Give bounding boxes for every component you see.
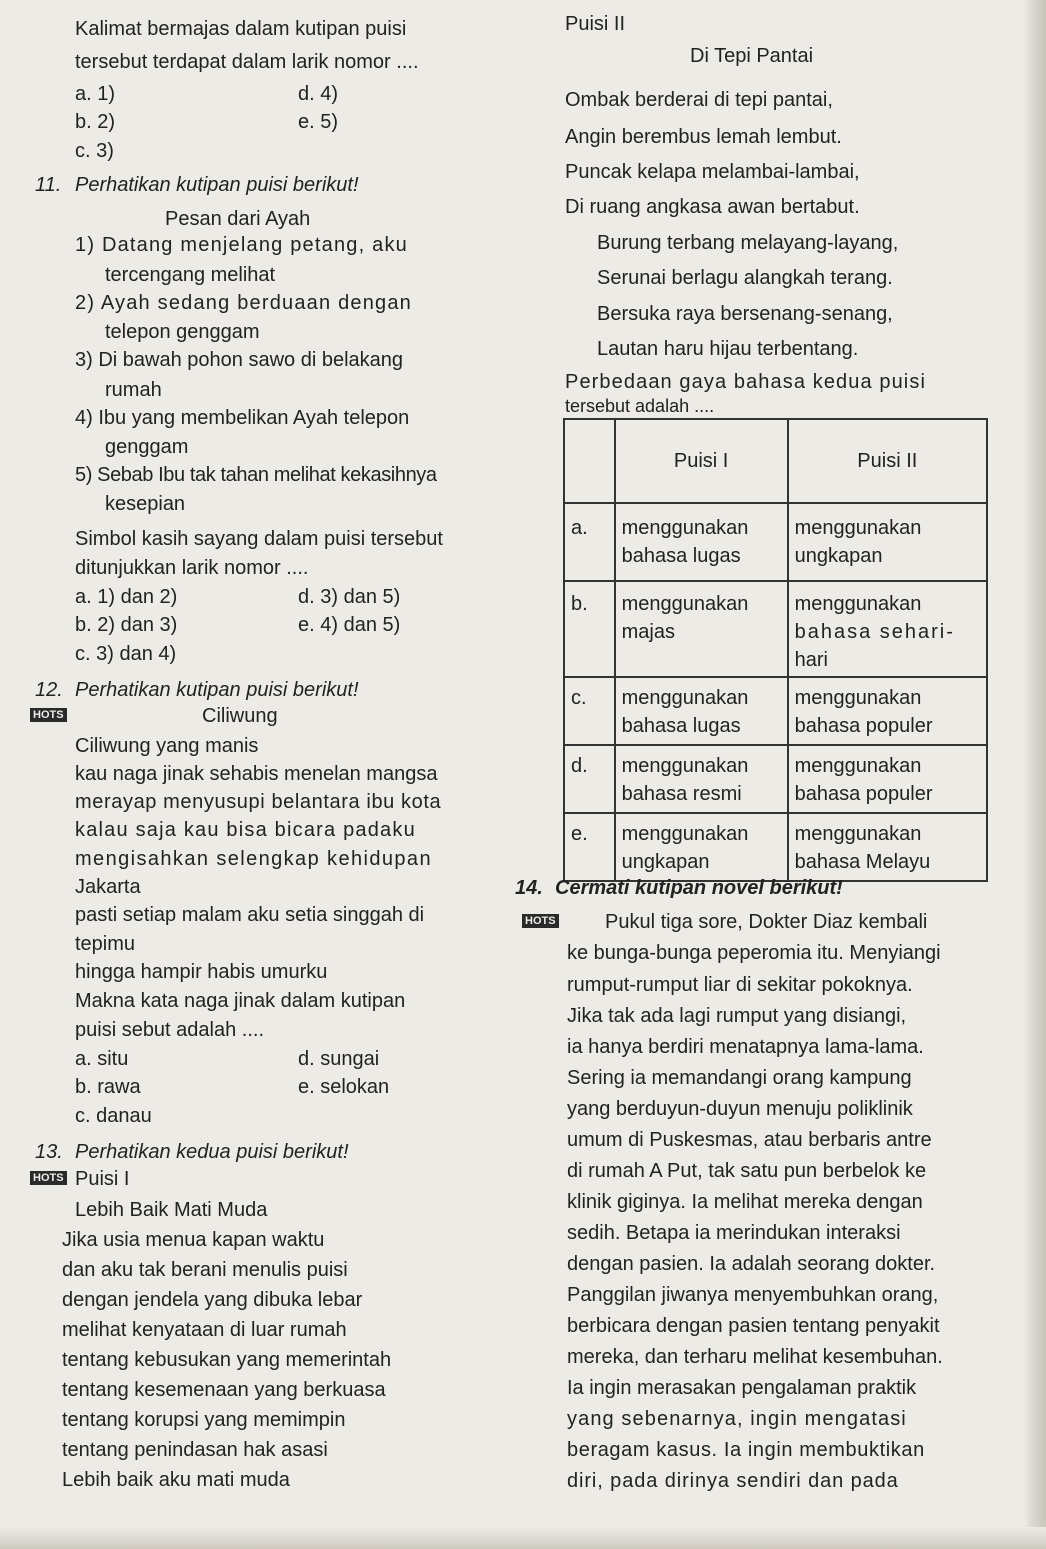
poem-line: merayap menyusupi belantara ibu kota — [75, 791, 442, 813]
paragraph-line: klinik giginya. Ia melihat mereka dengan — [567, 1191, 923, 1213]
question-number: 14. — [515, 877, 543, 899]
poem-line: rumah — [105, 379, 162, 401]
page-edge-shadow — [1024, 0, 1046, 1549]
option-c[interactable]: c. 3) — [75, 140, 114, 162]
poem-line: Puncak kelapa melambai-lambai, — [565, 161, 860, 183]
poem-line: tentang kebusukan yang memerintah — [62, 1349, 392, 1371]
poem-line: dengan jendela yang dibuka lebar — [62, 1289, 363, 1311]
paragraph-line: yang berduyun-duyun menuju poliklinik — [567, 1098, 913, 1120]
paragraph-line: diri, pada dirinya sendiri dan pada — [567, 1470, 899, 1492]
row-letter: b. — [564, 581, 615, 677]
poem-line: Jika usia menua kapan waktu — [62, 1229, 325, 1251]
table-header-row — [564, 419, 987, 503]
poem-line: kalau saja kau bisa bicara padaku — [75, 819, 416, 841]
poem-line: Serunai berlagu alangkah terang. — [597, 267, 893, 289]
poem-line: 2) Ayah sedang berduaan dengan — [75, 292, 413, 314]
poem-line: 1) Datang menjelang petang, aku — [75, 234, 408, 256]
question-instruction: Perhatikan kutipan puisi berikut! — [75, 679, 359, 701]
poem-line: Jakarta — [75, 876, 141, 898]
question-instruction: Perhatikan kedua puisi berikut! — [75, 1141, 349, 1163]
paragraph-line: beragam kasus. Ia ingin membuktikan — [567, 1439, 925, 1461]
row-letter: c. — [564, 677, 615, 745]
question-stem: Simbol kasih sayang dalam puisi tersebut — [75, 528, 443, 550]
row-puisi-2: menggunakan bahasa populer — [788, 745, 987, 813]
row-letter: d. — [564, 745, 615, 813]
paragraph-line: dengan pasien. Ia adalah seorang dokter. — [567, 1253, 936, 1275]
option-d[interactable]: d. 4) — [298, 83, 339, 105]
option-a[interactable]: a. 1) — [75, 83, 116, 105]
table-row[interactable] — [564, 745, 987, 813]
poem-line: pasti setiap malam aku setia singgah di — [75, 904, 425, 926]
paragraph-line: ia hanya berdiri menatapnya lama-lama. — [567, 1036, 924, 1058]
poem-line: 4) Ibu yang membelikan Ayah telepon — [75, 407, 410, 429]
poem-line: Lautan haru hijau terbentang. — [597, 338, 859, 360]
option-a[interactable]: a. situ — [75, 1048, 129, 1070]
row-puisi-1: menggunakan bahasa lugas — [615, 503, 788, 581]
question-stem: puisi sebut adalah .... — [75, 1019, 265, 1041]
poem-line: Burung terbang melayang-layang, — [597, 232, 899, 254]
paragraph-line: yang sebenarnya, ingin mengatasi — [567, 1408, 907, 1430]
row-puisi-1: menggunakan bahasa resmi — [615, 745, 788, 813]
paragraph-line: di rumah A Put, tak satu pun berbelok ke — [567, 1160, 927, 1182]
paragraph-line: mereka, dan terharu melihat kesembuhan. — [567, 1346, 943, 1368]
paragraph-line: berbicara dengan pasien tentang penyakit — [567, 1315, 940, 1337]
paragraph-line: ke bunga-bunga peperomia itu. Menyiangi — [567, 942, 941, 964]
question-instruction: Cermati kutipan novel berikut! — [555, 877, 843, 899]
table-header-blank — [564, 419, 615, 503]
question-stem: tersebut terdapat dalam larik nomor .... — [75, 51, 419, 73]
question-number: 12. — [35, 679, 63, 701]
poem-line: tentang korupsi yang memimpin — [62, 1409, 346, 1431]
paragraph-line: Pukul tiga sore, Dokter Diaz kembali — [605, 911, 928, 933]
poem-title: Lebih Baik Mati Muda — [75, 1199, 268, 1221]
poem-line: Di ruang angkasa awan bertabut. — [565, 196, 860, 218]
poem-line: tentang kesemenaan yang berkuasa — [62, 1379, 386, 1401]
paragraph-line: rumput-rumput liar di sekitar pokoknya. — [567, 974, 913, 996]
poem-title: Di Tepi Pantai — [690, 45, 814, 67]
poem-label: Puisi II — [565, 13, 626, 35]
table-header-puisi-1: Puisi I — [615, 419, 788, 503]
poem-line: genggam — [105, 436, 189, 458]
poem-line: Bersuka raya bersenang-senang, — [597, 303, 893, 325]
question-number: 13. — [35, 1141, 63, 1163]
option-e[interactable]: e. 5) — [298, 111, 339, 133]
option-c[interactable]: c. 3) dan 4) — [75, 643, 177, 665]
hots-badge: HOTS — [30, 1171, 67, 1185]
poem-line: tercengang melihat — [105, 264, 276, 286]
paragraph-line: sedih. Betapa ia merindukan interaksi — [567, 1222, 901, 1244]
poem-line: 3) Di bawah pohon sawo di belakang — [75, 349, 403, 371]
poem-line: kau naga jinak sehabis menelan mangsa — [75, 763, 438, 785]
row-puisi-2: menggunakan bahasa sehari- hari — [788, 581, 987, 677]
poem-line: hingga hampir habis umurku — [75, 961, 328, 983]
table-row[interactable] — [564, 503, 987, 581]
row-puisi-2: menggunakan bahasa Melayu — [788, 813, 987, 881]
poem-line: Lebih baik aku mati muda — [62, 1469, 290, 1491]
page-bottom-shadow — [0, 1527, 1046, 1549]
option-c[interactable]: c. danau — [75, 1105, 152, 1127]
option-b[interactable]: b. rawa — [75, 1076, 141, 1098]
question-number: 11. — [35, 174, 62, 196]
poem-line: Angin berembus lemah lembut. — [565, 126, 842, 148]
paragraph-line: Ia ingin merasakan pengalaman praktik — [567, 1377, 917, 1399]
poem-line: 5) Sebab Ibu tak tahan melihat kekasihnya — [75, 464, 437, 486]
question-stem: tersebut adalah .... — [565, 396, 715, 416]
poem-line: melihat kenyataan di luar rumah — [62, 1319, 347, 1341]
paragraph-line: umum di Puskesmas, atau berbaris antre — [567, 1129, 932, 1151]
poem-title: Pesan dari Ayah — [165, 208, 311, 230]
option-d[interactable]: d. 3) dan 5) — [298, 586, 401, 608]
option-e[interactable]: e. selokan — [298, 1076, 390, 1098]
poem-title: Ciliwung — [202, 705, 278, 727]
paragraph-line: Panggilan jiwanya menyembuhkan orang, — [567, 1284, 939, 1306]
option-a[interactable]: a. 1) dan 2) — [75, 586, 178, 608]
row-letter: a. — [564, 503, 615, 581]
poem-line: Ombak berderai di tepi pantai, — [565, 89, 833, 111]
option-b[interactable]: b. 2) — [75, 111, 116, 133]
hots-badge: HOTS — [30, 708, 67, 722]
row-puisi-1: menggunakan majas — [615, 581, 788, 677]
poem-line: dan aku tak berani menulis puisi — [62, 1259, 348, 1281]
question-stem: Makna kata naga jinak dalam kutipan — [75, 990, 406, 1012]
table-row[interactable] — [564, 581, 987, 677]
poem-line: tepimu — [75, 933, 136, 955]
answer-table — [563, 418, 988, 882]
option-b[interactable]: b. 2) dan 3) — [75, 614, 178, 636]
poem-line: tentang penindasan hak asasi — [62, 1439, 328, 1461]
hots-badge: HOTS — [522, 914, 559, 928]
poem-line: Ciliwung yang manis — [75, 735, 259, 757]
question-stem: Kalimat bermajas dalam kutipan puisi — [75, 18, 407, 40]
poem-line: telepon genggam — [105, 321, 260, 343]
paragraph-line: Jika tak ada lagi rumput yang disiangi, — [567, 1005, 907, 1027]
question-stem: Perbedaan gaya bahasa kedua puisi — [565, 371, 926, 393]
table-header-puisi-2: Puisi II — [788, 419, 987, 503]
poem-line: kesepian — [105, 493, 186, 515]
table-row[interactable] — [564, 813, 987, 881]
table-row[interactable] — [564, 677, 987, 745]
question-stem: ditunjukkan larik nomor .... — [75, 557, 309, 579]
poem-line: mengisahkan selengkap kehidupan — [75, 848, 432, 870]
paragraph-line: Sering ia memandangi orang kampung — [567, 1067, 912, 1089]
row-letter: e. — [564, 813, 615, 881]
option-e[interactable]: e. 4) dan 5) — [298, 614, 401, 636]
row-puisi-2: menggunakan ungkapan — [788, 503, 987, 581]
row-puisi-1: menggunakan ungkapan — [615, 813, 788, 881]
option-d[interactable]: d. sungai — [298, 1048, 380, 1070]
row-puisi-1: menggunakan bahasa lugas — [615, 677, 788, 745]
row-puisi-2: menggunakan bahasa populer — [788, 677, 987, 745]
question-instruction: Perhatikan kutipan puisi berikut! — [75, 174, 359, 196]
poem-label: Puisi I — [75, 1168, 130, 1190]
